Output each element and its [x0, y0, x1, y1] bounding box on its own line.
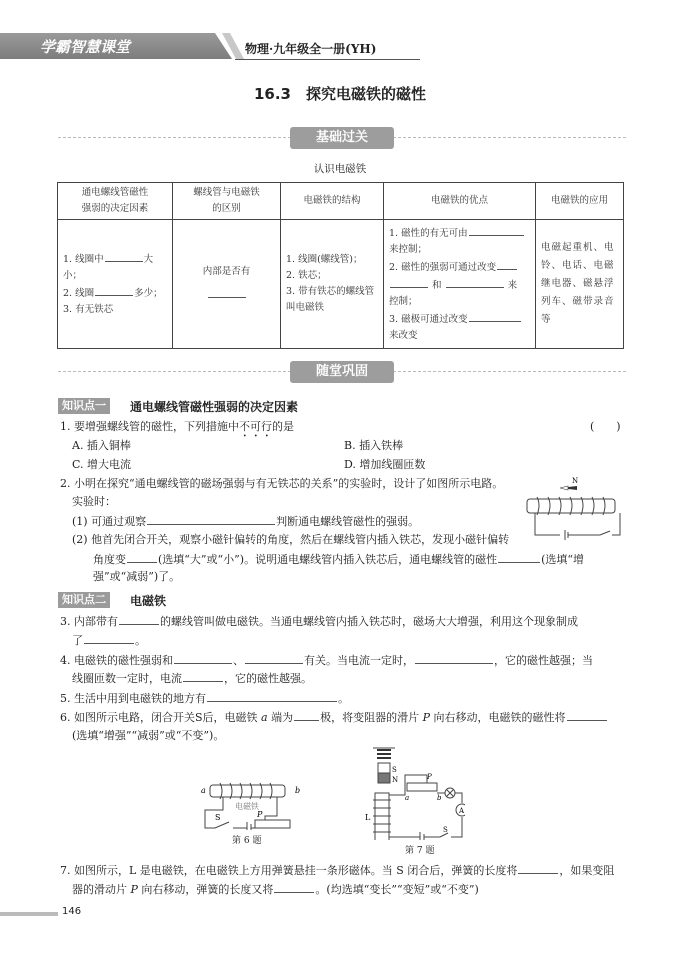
table-header: 通电螺线管磁性 强弱的决定因素 [58, 183, 173, 220]
blank[interactable] [119, 613, 159, 625]
blank[interactable] [207, 690, 337, 702]
option-d[interactable]: D. 增加线圈匝数 [344, 458, 426, 471]
blank[interactable] [127, 551, 157, 563]
blank[interactable] [208, 286, 246, 298]
knowledge-point-title: 通电螺线管磁性强弱的决定因素 [130, 400, 299, 414]
table-header: 电磁铁的结构 [281, 183, 384, 220]
rheostat-icon [407, 783, 437, 791]
blank[interactable] [415, 652, 493, 664]
blank[interactable] [183, 670, 223, 682]
blank[interactable] [294, 709, 319, 721]
section-divider-basic [58, 130, 626, 151]
svg-text:P: P [427, 773, 432, 781]
blank[interactable] [469, 224, 524, 236]
blank[interactable] [498, 551, 540, 563]
question-4-cont: 线圈匝数一定时，电流 ，它的磁性越强。 [72, 672, 312, 685]
blank[interactable] [147, 513, 275, 525]
question-2: 2. 小明在探究“通电螺线管的磁场强弱与有无铁芯的关系”的实验时，设计了如图所示电路。 [60, 477, 504, 490]
rheostat-icon [255, 820, 290, 828]
svg-text:a: a [201, 786, 206, 795]
knowledge-point-tag: 知识点一 [58, 398, 110, 414]
blank[interactable] [446, 276, 504, 288]
header-underline [235, 59, 420, 60]
question-2-part-1: (1) 可通过观察 判断通电螺线管磁性的强弱。 [72, 515, 420, 528]
answer-bracket[interactable]: ( ) [590, 420, 621, 433]
question-3: 3. 内部带有 的螺线管叫做电磁铁。当通电螺线管内插入铁芯时，磁场大大增强，利用这个现象制成 [60, 615, 578, 628]
section-practice-label: 随堂巩固 [290, 361, 394, 383]
svg-text:S: S [443, 826, 448, 834]
table-caption: 认识电磁铁 [313, 163, 367, 175]
svg-text:N: N [392, 776, 399, 784]
table-cell-applications: 电磁起重机、电铃、电话、电磁继电器、磁悬浮列车、磁带录音等 [536, 220, 624, 349]
question-3-cont: 了 。 [72, 634, 146, 647]
blank[interactable] [274, 881, 314, 893]
table-header: 电磁铁的应用 [536, 183, 624, 220]
svg-text:L: L [365, 813, 371, 822]
table-header: 电磁铁的优点 [384, 183, 536, 220]
table-cell-advantages: 1. 磁性的有无可由 来控制； 2. 磁性的强弱可通过改变 和 来 控制； 3. 磁极可通过改变 来改变 [384, 220, 536, 349]
knowledge-point-title: 电磁铁 [130, 594, 167, 608]
blank[interactable] [84, 632, 134, 644]
spring-icon [377, 750, 391, 758]
question-7-cont: 器的滑动片 P 向右移动，弹簧的长度又将 。(均选填“变长”“变短”或“不变”) [72, 883, 479, 896]
question-1: 1. 要增强螺线管的磁性，下列措施中不可行的是 [60, 420, 294, 433]
section-basic-label: 基础过关 [290, 127, 394, 149]
blank[interactable] [390, 276, 428, 288]
question-5: 5. 生活中用到电磁铁的地方有 。 [60, 692, 349, 705]
bar-magnet-icon [378, 773, 390, 783]
question-6: 6. 如图所示电路，闭合开关S后，电磁铁 a 端为 极，将变阻器的滑片 P 向右移动，电磁铁的磁性将 [60, 709, 608, 726]
page-number-bar [0, 912, 58, 916]
svg-text:a: a [405, 794, 410, 802]
page-title: 16.3 探究电磁铁的磁性 [253, 85, 426, 103]
question-6-cont: (选填“增强”“减弱”或“不变”)。 [72, 729, 225, 742]
electromagnet-table [57, 182, 624, 349]
svg-text:P: P [257, 810, 263, 819]
section-divider-practice [58, 364, 626, 385]
figure-6-circuit [195, 780, 305, 830]
question-2-text: 实验时： [72, 495, 116, 508]
blank[interactable] [469, 310, 521, 322]
option-b[interactable]: B. 插入铁棒 [344, 439, 404, 452]
blank[interactable] [518, 862, 558, 874]
table-cell-structure: 1. 线圈(螺线管)； 2. 铁芯； 3. 带有铁芯的螺线管叫电磁铁 [281, 220, 384, 349]
question-2-part-2-cont: 角度变 (选填“大”或“小”)。说明通电螺线管内插入铁芯后，通电螺线管的磁性 (选填“增 [93, 553, 584, 566]
question-2-text: 强”或“减弱”)了。 [93, 570, 181, 583]
compass-n-label: N [572, 477, 579, 485]
book-subject: 物理·九年级全一册(YH) [245, 42, 377, 56]
svg-text:S: S [392, 766, 397, 774]
solenoid-compass-figure [515, 475, 625, 545]
svg-text:S: S [215, 813, 221, 822]
blank[interactable] [245, 652, 303, 664]
blank[interactable] [567, 709, 607, 721]
option-c[interactable]: C. 增大电流 [72, 458, 132, 471]
knowledge-point-tag: 知识点二 [58, 592, 110, 608]
figure-7-caption: 第 7 题 [405, 846, 435, 856]
brand-logo: 学霸智慧课堂 [40, 38, 131, 56]
blank[interactable] [497, 258, 517, 270]
svg-text:b: b [295, 786, 301, 795]
question-7: 7. 如图所示，L 是电磁铁，在电磁铁上方用弹簧悬挂一条形磁体。当 S 闭合后，弹簧的长度将 ，如果变阻 [60, 864, 615, 877]
blank[interactable] [95, 284, 133, 296]
option-a[interactable]: A. 插入铜棒 [72, 439, 131, 452]
svg-text:A: A [459, 807, 465, 815]
question-4: 4. 电磁铁的磁性强弱和 、 有关。当电流一定时， ，它的磁性越强；当 [60, 654, 593, 667]
table-cell-factors: 1. 线圈中 大小； 2. 线圈 多少； 3. 有无铁芯 [58, 220, 173, 349]
question-2-part-2: (2) 他首先闭合开关，观察小磁针偏转的角度，然后在螺线管内插入铁芯，发现小磁针偏转 [72, 533, 510, 546]
blank[interactable] [174, 652, 232, 664]
page-number: 146 [62, 906, 82, 917]
figure-7-circuit [365, 745, 465, 840]
table-header: 螺线管与电磁铁 的区别 [173, 183, 281, 220]
electromagnet-label: 电磁铁 [235, 802, 259, 811]
blank[interactable] [105, 250, 143, 262]
table-cell-difference: 内部是否有 [173, 220, 281, 349]
figure-6-caption: 第 6 题 [232, 836, 262, 846]
svg-text:b: b [437, 794, 442, 802]
